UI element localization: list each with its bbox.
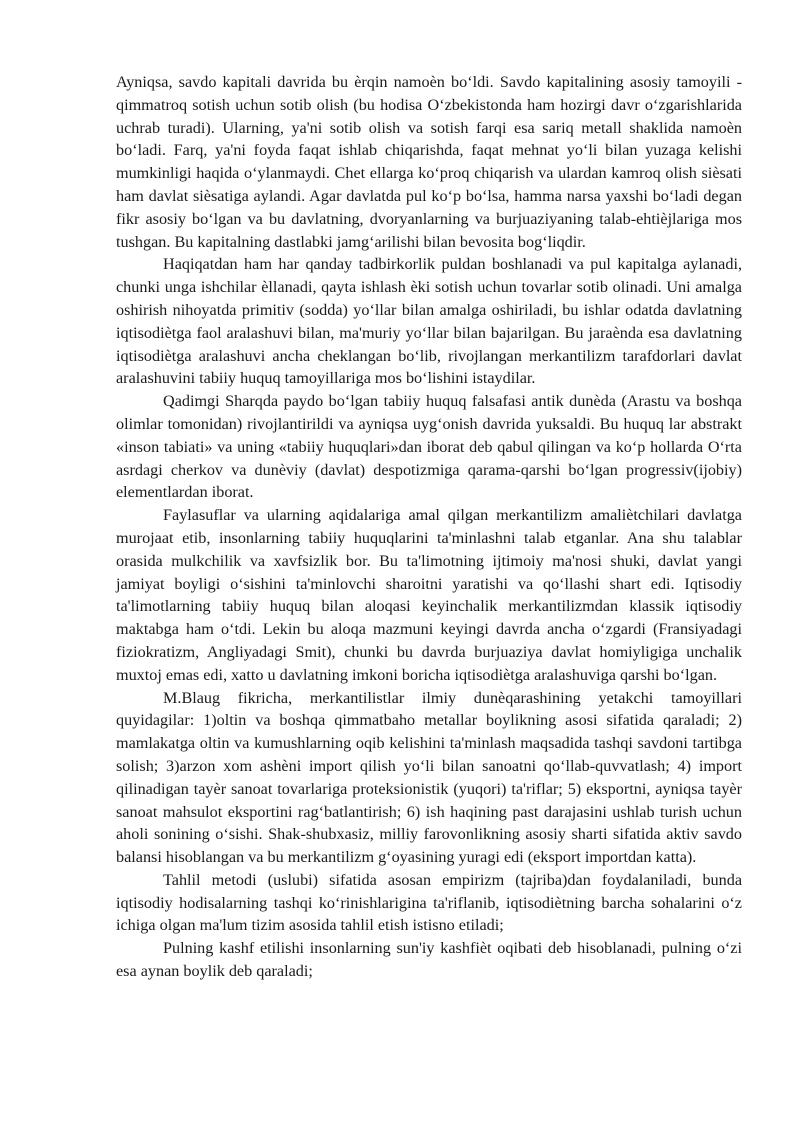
document-page bbox=[116, 71, 742, 983]
paragraph-tabiiy-huquq: Qadimgi Sharqda paydo bo‘lgan tabiiy huquq falsafasi antik dunèda (Arastu va boshqa olimlar tomonidan) rivojlantirildi va ayniqsa uyg‘onish davrida yuksaldi. Bu huquq lar abstrakt «inson tabiati» va uning «tabiiy huquqlari»dan iborat deb qabul qilingan va ko‘p hollarda O‘rta asrdagi cherkov va dunèviy (davlat) despotizmiga qarama-qarshi bo‘lgan progressiv(ijobiy) elementlardan iborat. bbox=[116, 392, 742, 502]
paragraph-tahlil-metodi: Tahlil metodi (uslubi) sifatida asosan empirizm (tajriba)dan foydalaniladi, bunda iqtisodiy hodisalarning tashqi ko‘rinishlarigina ta'riflanib, iqtisodiètning barcha sohalarini o‘z ichiga olgan ma'lum tizim asosida tahlil etish istisno etiladi; bbox=[116, 870, 742, 935]
paragraph-faylasuflar: Faylasuflar va ularning aqidalariga amal qilgan merkantilizm amaliètchilari davlatga murojaat etib, insonlarning tabiiy huquqlarini ta'minlashni talab etganlar. Ana shu talablar orasida mulkchilik va xavfsizlik bor. Bu ta'limotning ijtimoiy ma'nosi shuki, davlat yangi jamiyat boyligi o‘sishini ta'minlovchi sharoitni yaratishi va qo‘llashi shart edi. Iqtisodiy ta'limotlarning tabiiy huquq bilan aloqasi keyinchalik merkantilizmdan klassik iqtisodiy maktabga ham o‘tdi. Lekin bu aloqa mazmuni keyingi davrda ancha o‘zgardi (Fransiyadagi fiziokratizm, Angliyadagi Smit), chunki bu davrda burjuaziya davlat homiyligiga unchalik muxtoj emas edi, xatto u davlatning imkoni boricha iqtisodiètga aralashuviga qarshi bo‘lgan. bbox=[116, 506, 742, 684]
paragraph-savdo-kapitali: Ayniqsa, savdo kapitali davrida bu èrqin namoèn bo‘ldi. Savdo kapitalining asosiy tamoyili - qimmatroq sotish uchun sotib olish (bu hodisa O‘zbekistonda ham hozirgi davr o‘zgarishlarida uchrab turadi). Ularning, ya'ni sotib olish va sotish farqi esa sariq metall shaklida namoèn bo‘ladi. Farq, ya'ni foyda faqat ishlab chiqarishda, faqat mehnat yo‘li bilan yuzaga kelishi mumkinligi haqida o‘ylanmaydi. Chet ellarga ko‘proq chiqarish va ulardan kamroq olish sièsati ham davlat sièsatiga aylandi. Agar davlatda pul ko‘p bo‘lsa, hamma narsa yaxshi bo‘ladi degan fikr asosiy bo‘lgan va bu davlatning, dvoryanlarning va burjuaziyaning talab-ehtièjlariga mos tushgan. Bu kapitalning dastlabki jamg‘arilishi bilan bevosita bog‘liqdir. bbox=[116, 73, 742, 251]
paragraph-tadbirkorlik: Haqiqatdan ham har qanday tadbirkorlik puldan boshlanadi va pul kapitalga aylanadi, chunki unga ishchilar èllanadi, qayta ishlash èki sotish uchun tovarlar sotib olinadi. Uni amalga oshirish nihoyatda primitiv (sodda) yo‘llar bilan amalga oshiriladi, bu ishlar odatda davlatning iqtisodiètga faol aralashuvi bilan, ma'muriy yo‘llar bilan bajarilgan. Bu jaraènda esa davlatning iqtisodiètga aralashuvi ancha cheklangan bo‘lib, rivojlangan merkantilizm tarafdorlari davlat aralashuvini tabiiy huquq tamoyillariga mos bo‘lishini istaydilar. bbox=[116, 255, 742, 388]
paragraph-blaug-tamoyillari: M.Blaug fikricha, merkantilistlar ilmiy dunèqarashining yetakchi tamoyillari quyidagilar: 1)oltin va boshqa qimmatbaho metallar boylikning asosi sifatida qaraladi; 2) mamlakatga oltin va kumushlarning oqib kelishini ta'minlash maqsadida tashqi savdoni tartibga solish; 3)arzon xom ashèni import qilish yo‘li bilan sanoatni qo‘llab-quvvatlash; 4) import qilinadigan tayèr sanoat tovarlariga proteksionistik (yuqori) ta'riflar; 5) eksportni, ayniqsa tayèr sanoat mahsulot eksportini rag‘batlantirish; 6) ish haqining past darajasini ushlab turish uchun aholi sonining o‘sishi. Shak-shubxasiz, milliy farovonlikning asosiy sharti sifatida aktiv savdo balansi hisoblangan va bu merkantilizm g‘oyasining yuragi edi (eksport importdan katta). bbox=[116, 688, 742, 867]
paragraph-pulning-kashf: Pulning kashf etilishi insonlarning sun'iy kashfièt oqibati deb hisoblanadi, pulning o‘zi esa aynan boylik deb qaraladi; bbox=[116, 939, 742, 981]
